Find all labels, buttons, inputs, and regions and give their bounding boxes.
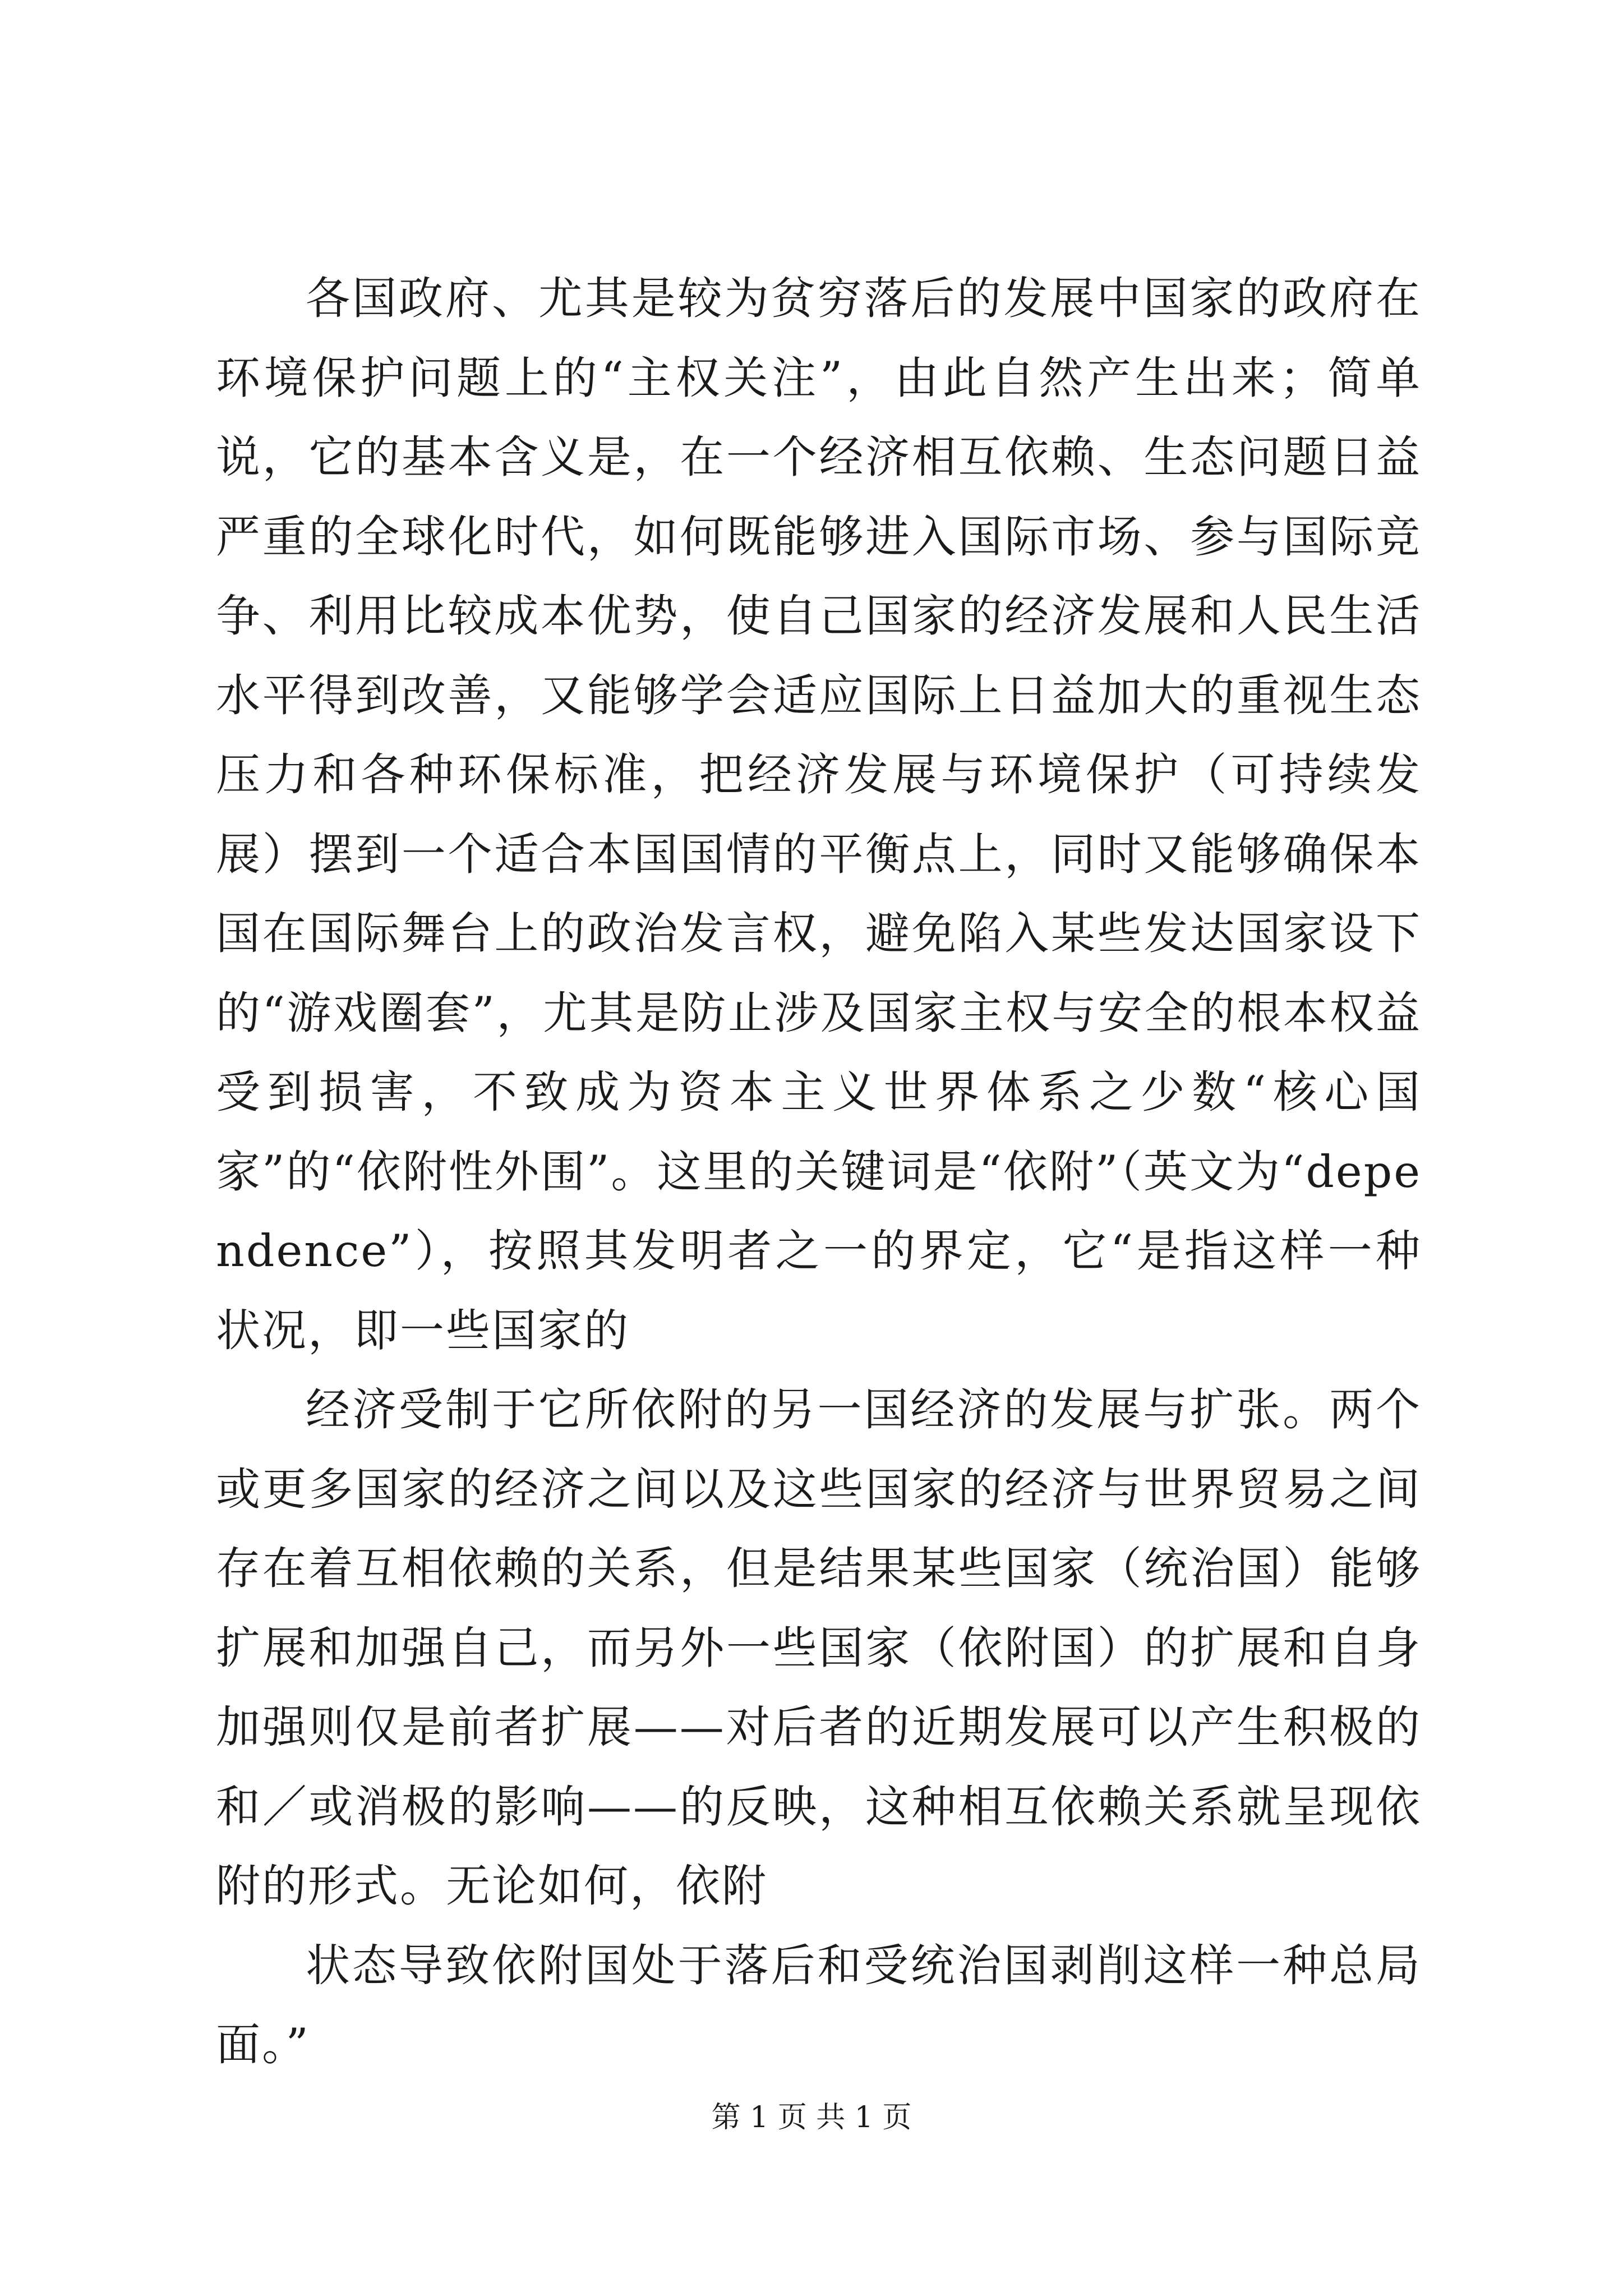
page-footer: 第 1 页 共 1 页 — [711, 2101, 912, 2134]
paragraph-2: 经济受制于它所依附的另一国经济的发展与扩张。两个或更多国家的经济之间以及这些国家的经济与世界贸易之间存在着互相依赖的关系，但是结果某些国家（统治国）能够扩展和加强自己，而另外一些国家（依附国）的扩展和自身加强则仅是前者扩展——对后者的近期发展可以产生积极的和／或消极的影响——的反映，这种相互依赖关系就呈现依附的形式。无论如何，依附 — [216, 1384, 1422, 1912]
paragraph-3: 状态导致依附国处于落后和受统治国剥削这样一种总局面。” — [216, 1939, 1422, 2070]
document-body — [216, 259, 1422, 2085]
paragraph-1: 各国政府、尤其是较为贫穷落后的发展中国家的政府在环境保护问题上的“主权关注”，由此自然产生出来；简单说，它的基本含义是，在一个经济相互依赖、生态问题日益严重的全球化时代，如何既能够进入国际市场、参与国际竞争、利用比较成本优势，使自己国家的经济发展和人民生活水平得到改善，又能够学会适应国际上日益加大的重视生态压力和各种环保标准，把经济发展与环境保护（可持续发展）摆到一个适合本国国情的平衡点上，同时又能够确保本国在国际舞台上的政治发言权，避免陷入某些发达国家设下的“游戏圈套”，尤其是防止涉及国家主权与安全的根本权益受到损害，不致成为资本主义世界体系之少数“核心国家”的“依附性外围”。这里的关键词是“依附”（英文为“dependence”），按照其发明者之一的界定，它“是指这样一种状况，即一些国家的 — [216, 273, 1422, 1356]
